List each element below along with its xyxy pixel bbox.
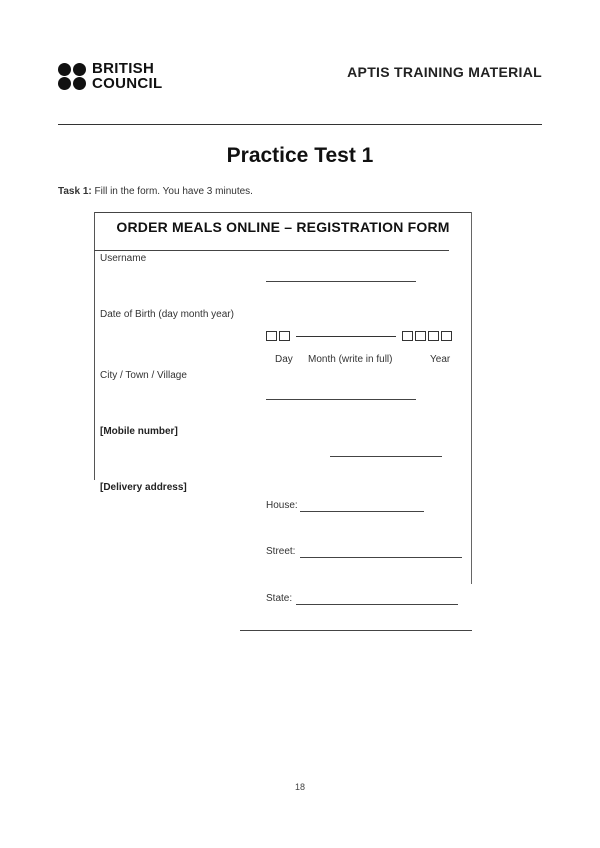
username-label: Username — [100, 253, 147, 264]
house-field[interactable] — [300, 511, 424, 512]
logo-line-1: BRITISH — [92, 60, 155, 77]
dob-month-field[interactable] — [296, 336, 396, 337]
state-field[interactable] — [296, 604, 458, 605]
british-council-logo — [58, 60, 168, 94]
form-border-right — [471, 212, 472, 584]
task-label: Task 1: — [58, 186, 92, 197]
form-heading: ORDER MEALS ONLINE – REGISTRATION FORM — [116, 219, 450, 235]
registration-form — [94, 212, 472, 632]
dob-year-field[interactable] — [402, 327, 454, 345]
dob-day-box-1[interactable] — [266, 331, 277, 341]
form-border-top — [94, 212, 472, 213]
city-field[interactable] — [266, 399, 416, 400]
dob-year-box-3[interactable] — [428, 331, 439, 341]
task-instruction — [58, 186, 253, 197]
logo-text — [92, 61, 162, 91]
task-text: Fill in the form. You have 3 minutes. — [94, 186, 253, 197]
form-border-bottom — [240, 630, 472, 631]
logo-dots-icon — [58, 63, 88, 91]
dob-month-caption: Month (write in full) — [308, 354, 393, 365]
form-border-left — [94, 212, 95, 480]
dob-year-box-1[interactable] — [402, 331, 413, 341]
house-label: House: — [266, 500, 298, 511]
form-heading-divider — [94, 250, 449, 251]
dob-year-caption: Year — [430, 354, 451, 365]
username-field[interactable] — [266, 281, 416, 282]
dob-year-box-4[interactable] — [441, 331, 452, 341]
dob-day-caption: Day — [275, 354, 293, 365]
street-label: Street: — [266, 546, 296, 557]
state-label: State: — [266, 593, 293, 604]
street-field[interactable] — [300, 557, 462, 558]
dob-day-field[interactable] — [266, 327, 292, 345]
mobile-label: [Mobile number] — [100, 426, 178, 437]
header-divider — [58, 124, 542, 125]
delivery-label: [Delivery address] — [100, 482, 187, 493]
dob-day-box-2[interactable] — [279, 331, 290, 341]
logo-line-2: COUNCIL — [92, 75, 163, 92]
city-label: City / Town / Village — [100, 370, 187, 381]
page-number: 18 — [294, 782, 305, 792]
dob-year-box-2[interactable] — [415, 331, 426, 341]
mobile-field[interactable] — [330, 456, 442, 457]
page-title: Practice Test 1 — [226, 144, 374, 167]
dob-label: Date of Birth (day month year) — [100, 309, 234, 320]
header-title: APTIS TRAINING MATERIAL — [347, 64, 542, 80]
